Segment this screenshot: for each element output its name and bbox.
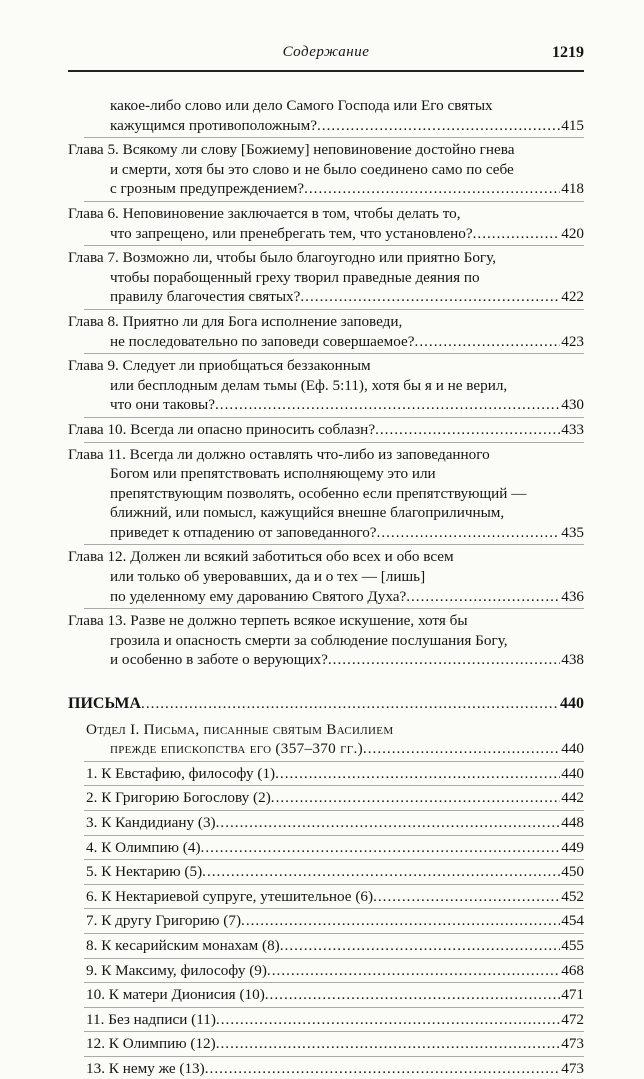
entry-separator	[84, 933, 584, 934]
dot-leader	[406, 587, 560, 607]
entry-separator	[84, 245, 584, 246]
entry-line	[68, 1059, 584, 1079]
entry-page-number: 436	[561, 587, 584, 605]
toc-letter-entry	[68, 764, 584, 784]
entry-text: или только об уверовавших, да и о тех — [лишь]	[110, 568, 426, 586]
dot-leader	[141, 694, 559, 714]
toc-department-entry	[68, 720, 584, 759]
entry-text: 10. К матери Дионисия (10)	[86, 986, 265, 1004]
entry-text: Глава 12. Должен ли всякий заботиться обо всех и обо всем	[68, 548, 454, 566]
entry-page-number: 440	[560, 695, 584, 713]
entry-separator	[84, 1031, 584, 1032]
entry-text: 3. К Кандидиану (3)	[86, 814, 216, 831]
entry-page-number: 450	[561, 863, 584, 881]
entry-separator	[84, 309, 584, 310]
entry-text: Богом или препятствовать исполняющему это или	[110, 465, 436, 483]
dot-leader	[205, 1059, 561, 1079]
entry-page-number: 454	[561, 912, 584, 930]
entry-line	[68, 764, 584, 784]
entry-line	[68, 911, 584, 931]
entry-page-number: 468	[561, 961, 584, 979]
entry-separator	[84, 353, 584, 354]
entry-line	[68, 838, 584, 858]
entry-line	[68, 1010, 584, 1030]
entry-line	[68, 567, 584, 587]
entry-text: что запрещено, или пренебрегать тем, что установлено?	[110, 224, 473, 242]
entry-separator	[84, 608, 584, 609]
toc-chapter-entry	[68, 356, 584, 415]
header-rule	[68, 70, 584, 72]
entry-line	[68, 985, 584, 1005]
dot-leader	[216, 813, 561, 833]
entry-line	[68, 464, 584, 484]
entry-line	[68, 312, 584, 332]
toc-section-letters	[68, 694, 584, 714]
toc-chapter-entry	[68, 547, 584, 606]
entry-page-number: 430	[561, 396, 584, 414]
dot-leader	[300, 287, 560, 307]
entry-text: Отдел I. Письма, писанные святым Василием	[86, 720, 394, 738]
dot-leader	[373, 887, 560, 907]
entry-page-number: 418	[561, 180, 584, 198]
entry-text: кажущимся противоположным?	[110, 116, 317, 134]
dot-leader	[377, 523, 561, 543]
entry-page-number: 455	[561, 936, 584, 954]
dot-leader	[473, 224, 561, 244]
entry-text: какое-либо слово или дело Самого Господа или Его святых	[110, 97, 493, 114]
dot-leader	[328, 650, 560, 670]
entry-separator	[84, 442, 584, 443]
entry-text: препятствующим позволять, особенно если препятствующий —	[110, 484, 527, 502]
toc-letter-entry	[68, 1010, 584, 1030]
entry-line	[68, 650, 584, 670]
entry-page-number: 449	[561, 838, 584, 856]
entry-text: Глава 6. Неповиновение заключается в том, чтобы делать то,	[68, 204, 461, 222]
dot-leader	[241, 911, 560, 931]
dot-leader	[265, 985, 560, 1005]
entry-text: Глава 10. Всегда ли опасно приносить соблазн?	[68, 420, 376, 438]
entry-line	[68, 268, 584, 288]
dot-leader	[271, 788, 560, 808]
entry-text: или бесплодным делам тьмы (Еф. 5:11), хотя бы я и не верил,	[110, 376, 508, 394]
entry-text: по уделенному ему дарованию Святого Духа?	[110, 587, 407, 605]
running-title: Содержание	[282, 44, 370, 60]
entry-separator	[84, 1056, 584, 1057]
entry-text: прежде епископства его (357–370 гг.)	[110, 740, 363, 758]
entry-line	[68, 179, 584, 199]
entry-line	[68, 739, 584, 759]
dot-leader	[216, 1034, 561, 1054]
dot-leader	[317, 116, 560, 136]
entry-text: и особенно в заботе о верующих?	[110, 651, 328, 669]
entry-line	[68, 547, 584, 567]
entry-line	[68, 332, 584, 352]
entry-page-number: 472	[561, 1010, 584, 1028]
entry-line	[68, 484, 584, 504]
toc-chapter-entry	[68, 420, 584, 440]
entry-page-number: 420	[561, 224, 584, 242]
entry-text: грозила и опасность смерти за соблюдение послушания Богу,	[110, 631, 508, 649]
toc-letter-entry	[68, 911, 584, 931]
entry-text: 13. К нему же (13)	[86, 1059, 205, 1077]
entry-line	[68, 356, 584, 376]
dot-leader	[415, 332, 561, 352]
entry-text: 6. К Нектариевой супруге, утешительное (6)	[86, 887, 374, 905]
entry-text: 4. К Олимпию (4)	[86, 838, 201, 856]
entry-page-number: 452	[561, 887, 584, 905]
entry-text: Глава 5. Всякому ли слову [Божиему] неповиновение достойно гнева	[68, 141, 515, 159]
toc-chapter-entry	[68, 204, 584, 243]
entry-line	[68, 813, 584, 833]
entry-line	[68, 1034, 584, 1054]
toc-chapter-entry	[68, 445, 584, 543]
entry-line	[68, 376, 584, 396]
dot-leader	[304, 179, 560, 199]
entry-separator	[84, 137, 584, 138]
entry-separator	[84, 810, 584, 811]
entry-separator	[84, 1007, 584, 1008]
entry-line	[68, 287, 584, 307]
entry-line	[68, 503, 584, 523]
entry-separator	[84, 417, 584, 418]
entry-text: 11. Без надписи (11)	[86, 1010, 216, 1028]
entry-text: 5. К Нектарию (5)	[86, 863, 203, 881]
entry-line	[68, 523, 584, 543]
entry-separator	[84, 544, 584, 545]
entry-separator	[84, 835, 584, 836]
entry-separator	[84, 201, 584, 202]
entry-line	[68, 116, 584, 136]
entry-text: Глава 13. Разве не должно терпеть всякое искушение, хотя бы	[68, 612, 468, 630]
dot-leader	[216, 1010, 560, 1030]
dot-leader	[363, 739, 560, 759]
toc-chapter-entry	[68, 312, 584, 351]
entry-text: и смерти, хотя бы это слово и не было соединено само по себе	[110, 160, 514, 178]
entry-page-number: 473	[561, 1035, 584, 1053]
entry-separator	[84, 982, 584, 983]
section-gap	[68, 670, 584, 694]
entry-separator	[84, 859, 584, 860]
entry-page-number: 440	[561, 740, 584, 758]
entry-line	[68, 961, 584, 981]
entry-line	[68, 96, 584, 116]
toc-letter-entry	[68, 788, 584, 808]
entry-page-number: 442	[561, 789, 584, 807]
entry-line	[68, 248, 584, 268]
toc-letter-entry	[68, 1034, 584, 1054]
entry-line	[68, 862, 584, 882]
entry-line	[68, 587, 584, 607]
entry-page-number: 433	[561, 420, 584, 438]
toc-letter-entry	[68, 887, 584, 907]
entry-separator	[84, 958, 584, 959]
entry-separator	[84, 785, 584, 786]
dot-leader	[280, 936, 560, 956]
entry-page-number: 440	[561, 764, 584, 782]
entry-line	[68, 420, 584, 440]
entry-separator	[84, 908, 584, 909]
page-header	[68, 44, 584, 66]
entry-page-number: 438	[561, 651, 584, 669]
entry-text: ПИСЬМА	[68, 695, 142, 713]
entry-page-number: 415	[561, 116, 584, 134]
toc-letter-entry	[68, 813, 584, 833]
entry-text: 2. К Григорию Богослову (2)	[86, 789, 271, 807]
page-number: 1219	[552, 44, 584, 61]
dot-leader	[215, 395, 560, 415]
table-of-contents	[68, 96, 584, 1079]
entry-text: чтобы порабощенный греху творил праведные деяния по	[110, 268, 480, 286]
entry-page-number: 473	[561, 1059, 584, 1077]
entry-text: ближний, или помысл, кажущийся внешне благоприличным,	[110, 504, 505, 522]
entry-line	[68, 887, 584, 907]
entry-separator	[84, 884, 584, 885]
entry-text: 12. К Олимпию (12)	[86, 1035, 216, 1053]
toc-letter-entry	[68, 862, 584, 882]
toc-chapter-entry	[68, 140, 584, 199]
dot-leader	[202, 862, 560, 882]
entry-line	[68, 204, 584, 224]
toc-letter-entry	[68, 961, 584, 981]
toc-letter-entry	[68, 838, 584, 858]
dot-leader	[275, 764, 560, 784]
entry-line	[68, 140, 584, 160]
entry-page-number: 423	[561, 332, 584, 350]
entry-text: 7. К другу Григорию (7)	[86, 912, 242, 930]
entry-text: 9. К Максиму, философу (9)	[86, 961, 267, 979]
entry-line	[68, 160, 584, 180]
entry-text: не последовательно по заповеди совершаемое?	[110, 332, 415, 350]
entry-line	[68, 631, 584, 651]
entry-line	[68, 788, 584, 808]
entry-text: что они таковы?	[110, 396, 215, 414]
toc-chapter-entry	[68, 248, 584, 307]
entry-text: Глава 9. Следует ли приобщаться беззаконным	[68, 357, 371, 375]
entry-line	[68, 395, 584, 415]
entry-line	[68, 936, 584, 956]
entry-line	[68, 694, 584, 714]
entry-line	[68, 611, 584, 631]
entry-line	[68, 224, 584, 244]
toc-chapter-entry	[68, 96, 584, 135]
entry-text: Глава 11. Всегда ли должно оставлять что-либо из заповеданного	[68, 445, 490, 463]
dot-leader	[267, 961, 560, 981]
entry-text: правилу благочестия святых?	[110, 288, 301, 306]
toc-letter-entry	[68, 985, 584, 1005]
entry-page-number: 422	[561, 288, 584, 306]
entry-text: с грозным предупреждением?	[110, 180, 305, 198]
entry-separator	[84, 761, 584, 762]
dot-leader	[375, 420, 560, 440]
entry-text: Глава 8. Приятно ли для Бога исполнение заповеди,	[68, 312, 403, 330]
entry-page-number: 448	[561, 814, 584, 831]
entry-text: 8. К кесарийским монахам (8)	[86, 936, 280, 954]
toc-letter-entry	[68, 936, 584, 956]
toc-chapter-entry	[68, 611, 584, 670]
entry-text: Глава 7. Возможно ли, чтобы было благоугодно или приятно Богу,	[68, 249, 497, 267]
entry-text: приведет к отпадению от заповеданного?	[110, 523, 377, 541]
entry-line	[68, 720, 584, 740]
entry-text: 1. К Евстафию, философу (1)	[86, 764, 276, 782]
entry-page-number: 435	[561, 523, 584, 541]
toc-letter-entry	[68, 1059, 584, 1079]
entry-page-number: 471	[561, 986, 584, 1004]
entry-line	[68, 445, 584, 465]
dot-leader	[201, 838, 561, 858]
